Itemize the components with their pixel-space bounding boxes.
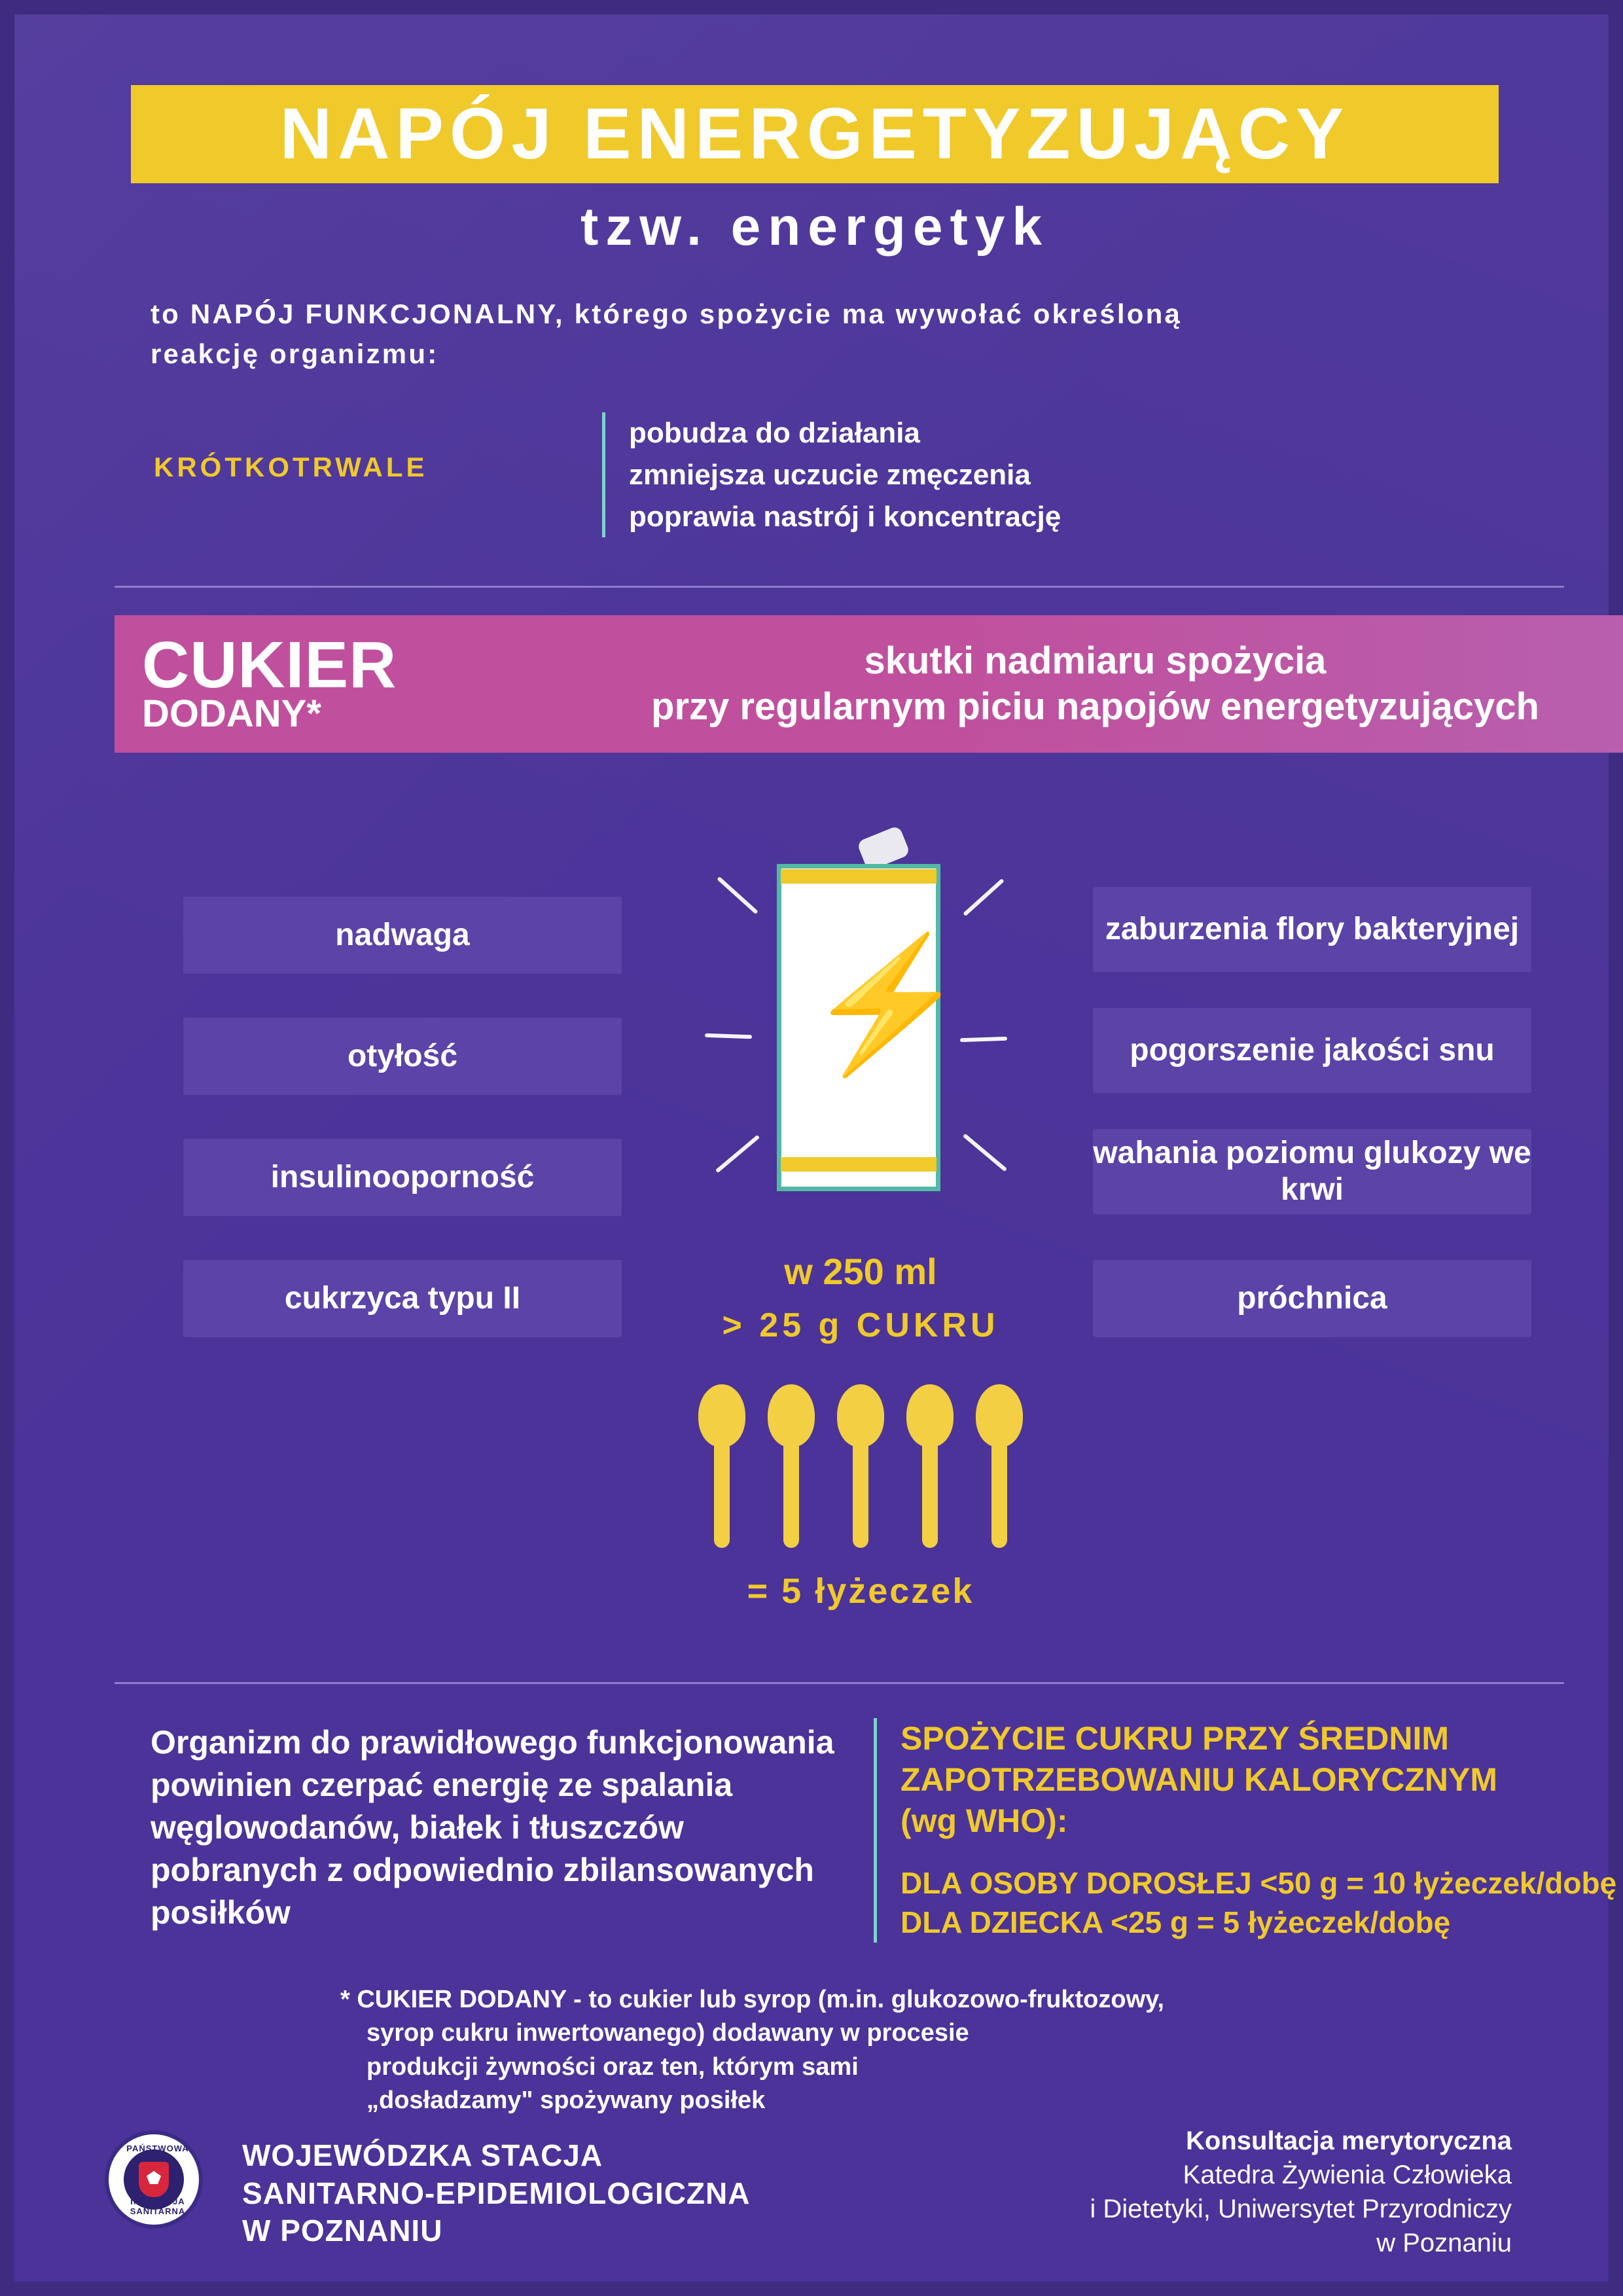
sugar-band-line-2: przy regularnym piciu napojów energetyzujących <box>651 685 1539 728</box>
consultation-credit <box>857 2124 1512 2260</box>
divider-bottom <box>115 1682 1564 1684</box>
poster-content <box>52 0 1617 2296</box>
organization-name <box>242 2137 750 2250</box>
intro-line-1: to NAPÓJ FUNKCJONALNY, którego spożycie ma wywołać określoną <box>151 298 1182 329</box>
page-title-band <box>131 85 1499 183</box>
spoon-icon <box>976 1384 1023 1548</box>
who-child-value: DLA DZIECKA <25 g = 5 łyżeczek/dobę <box>901 1905 1451 1939</box>
sanitary-inspection-logo <box>105 2130 203 2229</box>
sugar-band <box>115 615 1623 753</box>
ray-icon <box>963 878 1004 916</box>
footnote-line-4: „dosładzamy" spożywany posiłek <box>366 2086 766 2114</box>
effect-chip-right: próchnica <box>1093 1260 1531 1337</box>
effect-chip-left: otyłość <box>183 1018 622 1095</box>
sugar-heading <box>115 628 600 735</box>
footnote-line-1: * CUKIER DODANY - to cukier lub syrop (m.in. glukozowo-fruktozowy, <box>340 1986 1164 2013</box>
footnote-line-2: syrop cukru inwertowanego) dodawany w procesie <box>366 2019 969 2047</box>
lightning-bolt-icon: ⚡ <box>805 931 969 1077</box>
crest-icon <box>105 2130 203 2229</box>
crest-top-text: PAŃSTWOWA <box>126 2144 189 2153</box>
effect-chip-left: insulinooporność <box>183 1139 622 1216</box>
sugar-heading-sub: DODANY* <box>142 692 321 735</box>
who-title-line-3: (wg WHO): <box>901 1803 1068 1839</box>
ray-icon <box>717 876 758 914</box>
effect-item: zmniejsza uczucie zmęczenia <box>629 458 1031 491</box>
effect-chip-right: wahania poziomu glukozy we krwi <box>1093 1129 1531 1214</box>
effect-item: pobudza do działania <box>629 417 920 449</box>
spoons-caption: = 5 łyżeczek <box>747 1571 974 1611</box>
sugar-heading-main: CUKIER <box>142 628 397 702</box>
spoon-icon <box>698 1384 745 1548</box>
energy-drink-can-illustration <box>730 818 991 1224</box>
who-recommendation-block <box>874 1718 1623 1943</box>
org-line-3: W POZNANIU <box>242 2214 443 2248</box>
credit-line-1: Konsultacja merytoryczna <box>1186 2126 1512 2155</box>
intro-text <box>151 295 1590 374</box>
can-cap-bottom <box>781 1157 936 1172</box>
footnote <box>340 1983 1322 2117</box>
who-adult-value: DLA OSOBY DOROSŁEJ <50 g = 10 łyżeczek/dobę <box>901 1866 1617 1900</box>
body-energy-text: Organizm do prawidłowego funkcjonowania powinien czerpać energię ze spalania węglowodanów, białek i tłuszczów pobranych z odpowiednio zbilansowanych posiłków <box>151 1724 834 1931</box>
duration-label: KRÓTKOTRWALE <box>154 452 428 482</box>
divider-top <box>115 586 1564 588</box>
spoon-icon <box>906 1384 954 1548</box>
effect-chip-right: pogorszenie jakości snu <box>1093 1008 1531 1093</box>
spoon-icon <box>837 1384 884 1548</box>
who-values <box>901 1864 1623 1943</box>
spoon-row <box>664 1384 1057 1554</box>
page-title: NAPÓJ ENERGETYZUJĄCY <box>279 94 1350 174</box>
org-line-2: SANITARNO-EPIDEMIOLOGICZNA <box>242 2176 751 2210</box>
footnote-line-3: produkcji żywności oraz ten, którym sami <box>366 2053 859 2081</box>
spoon-icon <box>768 1384 815 1548</box>
sugar-band-line-1: skutki nadmiaru spożycia <box>864 639 1327 683</box>
effect-chip-left: cukrzyca typu II <box>183 1260 622 1337</box>
who-title-line-2: ZAPOTRZEBOWANIU KALORYCZNYM <box>901 1761 1497 1798</box>
intro-line-2: reakcję organizmu: <box>151 338 439 369</box>
can-sugar-amount-label: > 25 g CUKRU <box>722 1306 999 1344</box>
effect-item: poprawia nastrój i koncentrację <box>629 500 1061 533</box>
effects-list <box>602 412 1061 537</box>
ray-icon <box>963 1134 1007 1172</box>
sugar-band-description <box>600 638 1623 729</box>
ray-icon <box>715 1135 760 1174</box>
org-line-1: WOJEWÓDZKA STACJA <box>242 2138 603 2172</box>
crest-bottom-text: INSPEKCJA SANITARNA <box>130 2197 186 2216</box>
page-subtitle: tzw. energetyk <box>580 197 1050 257</box>
credit-line-3: i Dietetyki, Uniwersytet Przyrodniczy <box>1090 2195 1512 2223</box>
eagle-shield-icon <box>139 2162 169 2197</box>
who-title-line-1: SPOŻYCIE CUKRU PRZY ŚREDNIM <box>901 1720 1450 1757</box>
effect-chip-left: nadwaga <box>183 897 622 974</box>
credit-line-2: Katedra Żywienia Człowieka <box>1183 2161 1512 2189</box>
effect-chip-right: zaburzenia flory bakteryjnej <box>1093 887 1531 972</box>
credit-line-4: w Poznaniu <box>1376 2229 1512 2257</box>
can-cap-top <box>781 869 936 884</box>
can-volume-label: w 250 ml <box>784 1251 937 1292</box>
ray-icon <box>705 1033 752 1039</box>
